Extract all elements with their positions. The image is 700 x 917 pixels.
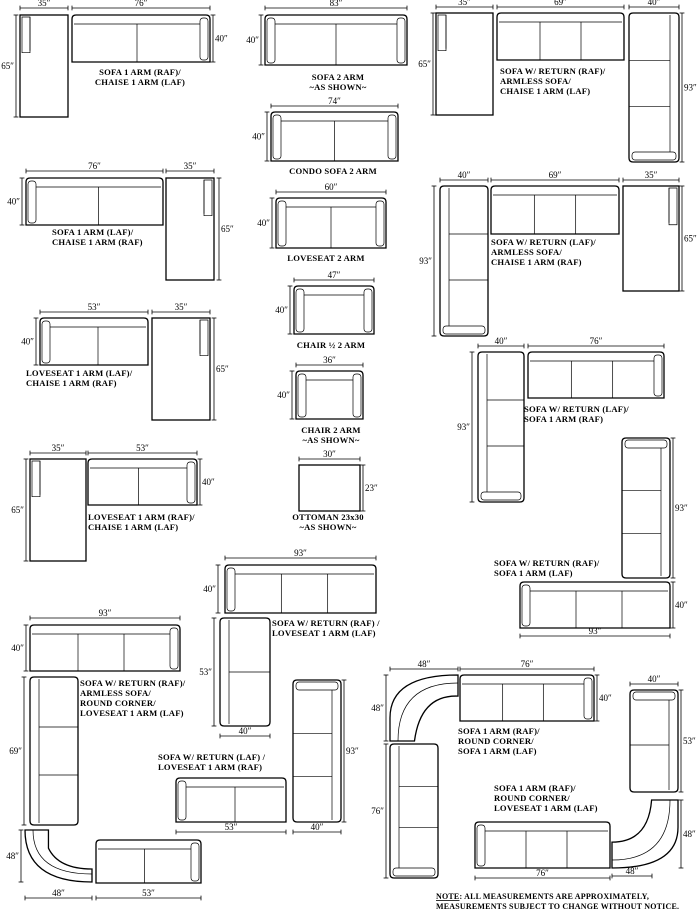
label-line: LOVESEAT 1 ARM (LAF)/ <box>26 368 133 378</box>
svg-text:47″: 47″ <box>327 270 341 280</box>
svg-text:36″: 36″ <box>323 355 336 365</box>
label-line: SOFA 1 ARM (RAF) <box>524 414 604 424</box>
chaise <box>166 178 214 280</box>
svg-text:69″: 69″ <box>548 170 562 180</box>
dim-length <box>199 618 214 726</box>
label-line: ~AS SHOWN~ <box>309 82 367 92</box>
dim-depth <box>7 178 22 225</box>
sofa-piece <box>475 822 610 868</box>
svg-text:53″: 53″ <box>87 302 101 312</box>
svg-text:35″: 35″ <box>51 443 65 453</box>
svg-text:40″: 40″ <box>457 170 471 180</box>
dim-width <box>491 170 619 180</box>
item-label <box>52 227 143 247</box>
svg-text:40″: 40″ <box>11 643 24 653</box>
dim-width <box>299 449 360 459</box>
chaise <box>436 13 493 115</box>
item-label <box>272 618 380 638</box>
label-line: LOVESEAT 1 ARM (LAF) <box>494 803 598 813</box>
dim-width <box>271 96 398 106</box>
dim-width <box>176 822 286 832</box>
dim-length <box>418 13 433 115</box>
item-label <box>500 66 606 96</box>
sofa-piece <box>225 565 376 613</box>
svg-text:69″: 69″ <box>554 0 567 7</box>
label-line: ARMLESS SOFA/ <box>491 247 562 257</box>
label-line: SOFA 1 ARM (RAF)/ <box>458 726 540 736</box>
svg-text:53″: 53″ <box>683 736 696 746</box>
sofa-piece <box>72 15 210 62</box>
label-line: CHAISE 1 ARM (RAF) <box>52 237 143 247</box>
label-line: LOVESEAT 1 ARM (LAF) <box>80 708 184 718</box>
svg-text:60″: 60″ <box>324 182 338 192</box>
furniture-labels <box>26 66 679 911</box>
dim-depth <box>257 198 272 248</box>
svg-text:40″: 40″ <box>675 600 688 610</box>
dim-width <box>72 0 210 8</box>
item-label <box>80 678 186 718</box>
return-sofa <box>629 13 679 162</box>
label-line: ~AS SHOWN~ <box>302 435 360 445</box>
loveseat-piece <box>630 690 678 792</box>
sofa-piece <box>520 582 670 628</box>
svg-text:40″: 40″ <box>7 196 20 207</box>
furniture-drawings <box>1 0 697 898</box>
return-sofa <box>440 186 488 336</box>
svg-text:93″: 93″ <box>98 608 112 618</box>
svg-text:93″: 93″ <box>675 503 688 513</box>
label-line: ROUND CORNER/ <box>80 698 156 708</box>
chaise <box>30 459 86 561</box>
dim-width <box>25 888 92 898</box>
dim-width <box>276 182 386 192</box>
label-line: CHAISE 1 ARM (LAF) <box>94 77 186 87</box>
svg-text:23″: 23″ <box>365 483 378 493</box>
dim-width <box>630 674 678 684</box>
svg-text:40″: 40″ <box>203 584 216 594</box>
dim-width <box>497 0 624 7</box>
label-line: SOFA 1 ARM (RAF)/ <box>99 67 181 77</box>
svg-text:35″: 35″ <box>183 161 197 171</box>
loveseat-piece <box>276 198 386 248</box>
label-line: CHAIR ½ 2 ARM <box>296 340 366 350</box>
svg-text:48″: 48″ <box>6 851 19 861</box>
svg-text:93″: 93″ <box>346 746 359 756</box>
svg-text:76″: 76″ <box>371 806 384 816</box>
dim-length <box>419 186 434 336</box>
chaise <box>20 15 68 117</box>
label-line: CHAIR 2 ARM <box>301 425 361 435</box>
armless-sofa <box>491 186 619 234</box>
item-label <box>458 726 540 756</box>
label-line: OTTOMAN 23x30 <box>292 512 364 522</box>
dim-length <box>219 178 234 280</box>
svg-text:40″: 40″ <box>252 131 265 142</box>
dim-depth <box>203 565 218 613</box>
svg-text:48″: 48″ <box>625 866 639 876</box>
armless-sofa <box>30 677 78 825</box>
sofa-piece <box>26 178 163 225</box>
dim-width <box>40 302 148 312</box>
svg-text:40″: 40″ <box>599 693 612 703</box>
ottoman-piece <box>299 465 360 511</box>
chair-piece <box>294 286 374 334</box>
svg-text:53″: 53″ <box>224 822 238 832</box>
svg-text:93″: 93″ <box>684 82 697 93</box>
svg-text:93″: 93″ <box>294 548 307 558</box>
sofa-piece <box>460 675 594 721</box>
svg-text:53″: 53″ <box>142 888 155 898</box>
dim-depth <box>363 465 378 511</box>
return-sofa <box>293 680 341 822</box>
svg-text:40″: 40″ <box>647 674 661 684</box>
dim-width <box>30 608 180 618</box>
dim-width <box>26 161 163 171</box>
svg-text:65″: 65″ <box>418 59 431 69</box>
svg-text:65″: 65″ <box>221 224 234 234</box>
dim-width <box>528 336 664 346</box>
label-line: CHAISE 1 ARM (RAF) <box>491 257 582 267</box>
note-line: MEASUREMENTS SUBJECT TO CHANGE WITHOUT NOTICE. <box>436 902 680 911</box>
svg-text:40″: 40″ <box>310 822 324 832</box>
label-line: LOVESEAT 1 ARM (RAF)/ <box>88 512 195 522</box>
svg-text:40″: 40″ <box>494 336 508 346</box>
item-label <box>88 512 195 532</box>
sofa-piece <box>271 112 398 161</box>
dim-width <box>225 548 376 558</box>
dim-length <box>682 13 697 162</box>
label-line: ROUND CORNER/ <box>458 736 534 746</box>
dim-depth <box>252 112 267 161</box>
dim-depth <box>6 830 21 882</box>
svg-text:40″: 40″ <box>277 390 290 400</box>
svg-text:76″: 76″ <box>134 0 148 8</box>
round-corner <box>390 675 458 741</box>
item-label <box>289 166 377 176</box>
dim-width <box>220 726 270 736</box>
note-line: NOTE: ALL MEASUREMENTS ARE APPROXIMATELY, <box>436 892 650 901</box>
svg-text:48″: 48″ <box>52 888 65 898</box>
svg-text:40″: 40″ <box>202 477 215 487</box>
loveseat-piece <box>176 778 286 822</box>
dim-depth <box>275 286 290 334</box>
label-line: ARMLESS SOFA/ <box>80 688 151 698</box>
item-label <box>292 512 363 532</box>
dim-width <box>20 0 68 8</box>
dim-width <box>265 0 407 8</box>
dim-depth <box>681 800 696 868</box>
dim-length <box>371 744 386 878</box>
dim-width <box>623 170 679 180</box>
label-line: LOVESEAT 2 ARM <box>287 253 365 263</box>
dim-width <box>478 336 524 346</box>
label-line: CHAISE 1 ARM (LAF) <box>88 522 179 532</box>
svg-text:53″: 53″ <box>199 667 212 677</box>
dim-width <box>293 822 341 832</box>
sofa-piece <box>30 625 180 671</box>
dim-width <box>440 170 488 180</box>
label-line: ARMLESS SOFA/ <box>500 76 571 86</box>
label-line: ~AS SHOWN~ <box>299 522 357 532</box>
dim-depth <box>200 459 215 505</box>
return-sofa <box>478 352 524 502</box>
label-line: SOFA 2 ARM <box>311 72 365 82</box>
dim-depth <box>21 318 36 365</box>
svg-text:83″: 83″ <box>329 0 343 8</box>
dim-depth <box>371 675 386 741</box>
svg-text:48″: 48″ <box>371 703 384 713</box>
dim-depth <box>682 186 697 291</box>
svg-text:76″: 76″ <box>88 161 101 171</box>
dim-width <box>629 0 679 7</box>
label-line: SOFA W/ RETURN (RAF)/ <box>494 558 600 568</box>
label-line: CONDO SOFA 2 ARM <box>289 166 377 176</box>
label-line: SOFA W/ RETURN (RAF) / <box>272 618 380 628</box>
dim-length <box>214 318 229 420</box>
dim-width <box>475 868 610 878</box>
svg-text:40″: 40″ <box>275 305 288 315</box>
svg-text:53″: 53″ <box>136 443 149 453</box>
svg-text:69″: 69″ <box>9 746 22 756</box>
dim-length <box>9 677 24 825</box>
label-line: SOFA W/ RETURN (LAF)/ <box>491 237 596 247</box>
chaise <box>152 318 210 420</box>
dim-depth <box>11 625 26 671</box>
round-corner <box>612 800 678 868</box>
dim-width <box>96 888 201 898</box>
dim-length <box>457 352 472 502</box>
loveseat-piece <box>220 618 270 726</box>
dim-length <box>11 459 26 561</box>
svg-text:48″: 48″ <box>417 659 431 669</box>
label-line: LOVESEAT 1 ARM (RAF) <box>158 762 263 772</box>
label-line: SOFA 1 ARM (LAF) <box>458 746 537 756</box>
dim-length <box>1 15 16 117</box>
svg-text:93″: 93″ <box>457 422 470 432</box>
svg-text:65″: 65″ <box>216 364 229 374</box>
svg-text:76″: 76″ <box>589 336 603 346</box>
dim-width <box>152 302 210 312</box>
item-label <box>95 67 185 87</box>
item-label <box>309 72 366 92</box>
dim-depth <box>213 15 228 62</box>
sofa-piece <box>528 352 664 398</box>
label-line: LOVESEAT 1 ARM (LAF) <box>272 628 376 638</box>
note-text <box>436 892 679 911</box>
item-label <box>491 237 596 267</box>
svg-text:40″: 40″ <box>246 35 259 45</box>
svg-text:35″: 35″ <box>458 0 471 7</box>
svg-text:35″: 35″ <box>174 302 188 312</box>
loveseat-piece <box>40 318 148 365</box>
svg-text:93″: 93″ <box>588 626 602 636</box>
dim-width <box>296 355 363 365</box>
label-line: CHAISE 1 ARM (LAF) <box>500 86 591 96</box>
item-label <box>494 783 598 813</box>
dim-depth <box>277 371 292 419</box>
svg-text:30″: 30″ <box>323 449 336 459</box>
svg-text:48″: 48″ <box>683 829 696 839</box>
svg-text:76″: 76″ <box>520 659 534 669</box>
dim-width <box>460 659 594 669</box>
dim-depth <box>673 582 688 628</box>
svg-text:65″: 65″ <box>684 233 697 244</box>
svg-text:35″: 35″ <box>37 0 51 8</box>
label-line: SOFA 1 ARM (LAF)/ <box>52 227 134 237</box>
label-line: SOFA 1 ARM (LAF) <box>494 568 573 578</box>
label-line: SOFA 1 ARM (RAF)/ <box>494 783 576 793</box>
dim-width <box>166 161 214 171</box>
label-line: SOFA W/ RETURN (LAF) / <box>158 752 266 762</box>
dim-depth <box>597 675 612 721</box>
sofa-piece <box>390 744 438 878</box>
svg-text:65″: 65″ <box>11 505 24 515</box>
svg-text:40″: 40″ <box>647 0 661 7</box>
sofa-piece <box>265 15 407 65</box>
svg-text:35″: 35″ <box>644 170 658 180</box>
dim-width <box>436 0 493 7</box>
item-label <box>287 253 364 263</box>
label-line: CHAISE 1 ARM (RAF) <box>26 378 117 388</box>
dim-length <box>344 680 359 822</box>
loveseat-piece <box>88 459 197 505</box>
label-line: SOFA W/ RETURN (LAF)/ <box>524 404 629 414</box>
item-label <box>301 425 361 445</box>
svg-text:93″: 93″ <box>419 256 432 266</box>
dim-width <box>294 270 374 280</box>
armless-sofa <box>497 13 624 60</box>
item-label <box>26 368 133 388</box>
dim-width <box>88 443 197 453</box>
dim-length <box>673 438 688 578</box>
item-label <box>158 752 266 772</box>
label-line: SOFA W/ RETURN (RAF)/ <box>500 66 606 76</box>
svg-text:74″: 74″ <box>328 96 341 106</box>
chair-piece <box>296 371 363 419</box>
item-label <box>297 340 365 350</box>
svg-text:40″: 40″ <box>215 33 228 44</box>
dim-width <box>30 443 86 453</box>
label-line: SOFA W/ RETURN (RAF)/ <box>80 678 186 688</box>
svg-text:40″: 40″ <box>21 336 34 347</box>
dim-width <box>390 659 458 669</box>
svg-text:40″: 40″ <box>257 218 270 228</box>
loveseat-piece <box>96 840 201 883</box>
round-corner <box>25 830 92 882</box>
chaise <box>623 186 679 291</box>
item-label <box>524 404 629 424</box>
svg-text:40″: 40″ <box>238 726 252 736</box>
dim-length <box>681 690 696 792</box>
dim-depth <box>246 15 261 65</box>
item-label <box>494 558 600 578</box>
return-sofa <box>622 438 670 578</box>
label-line: ROUND CORNER/ <box>494 793 570 803</box>
svg-text:65″: 65″ <box>1 61 14 71</box>
svg-text:76″: 76″ <box>536 868 549 878</box>
